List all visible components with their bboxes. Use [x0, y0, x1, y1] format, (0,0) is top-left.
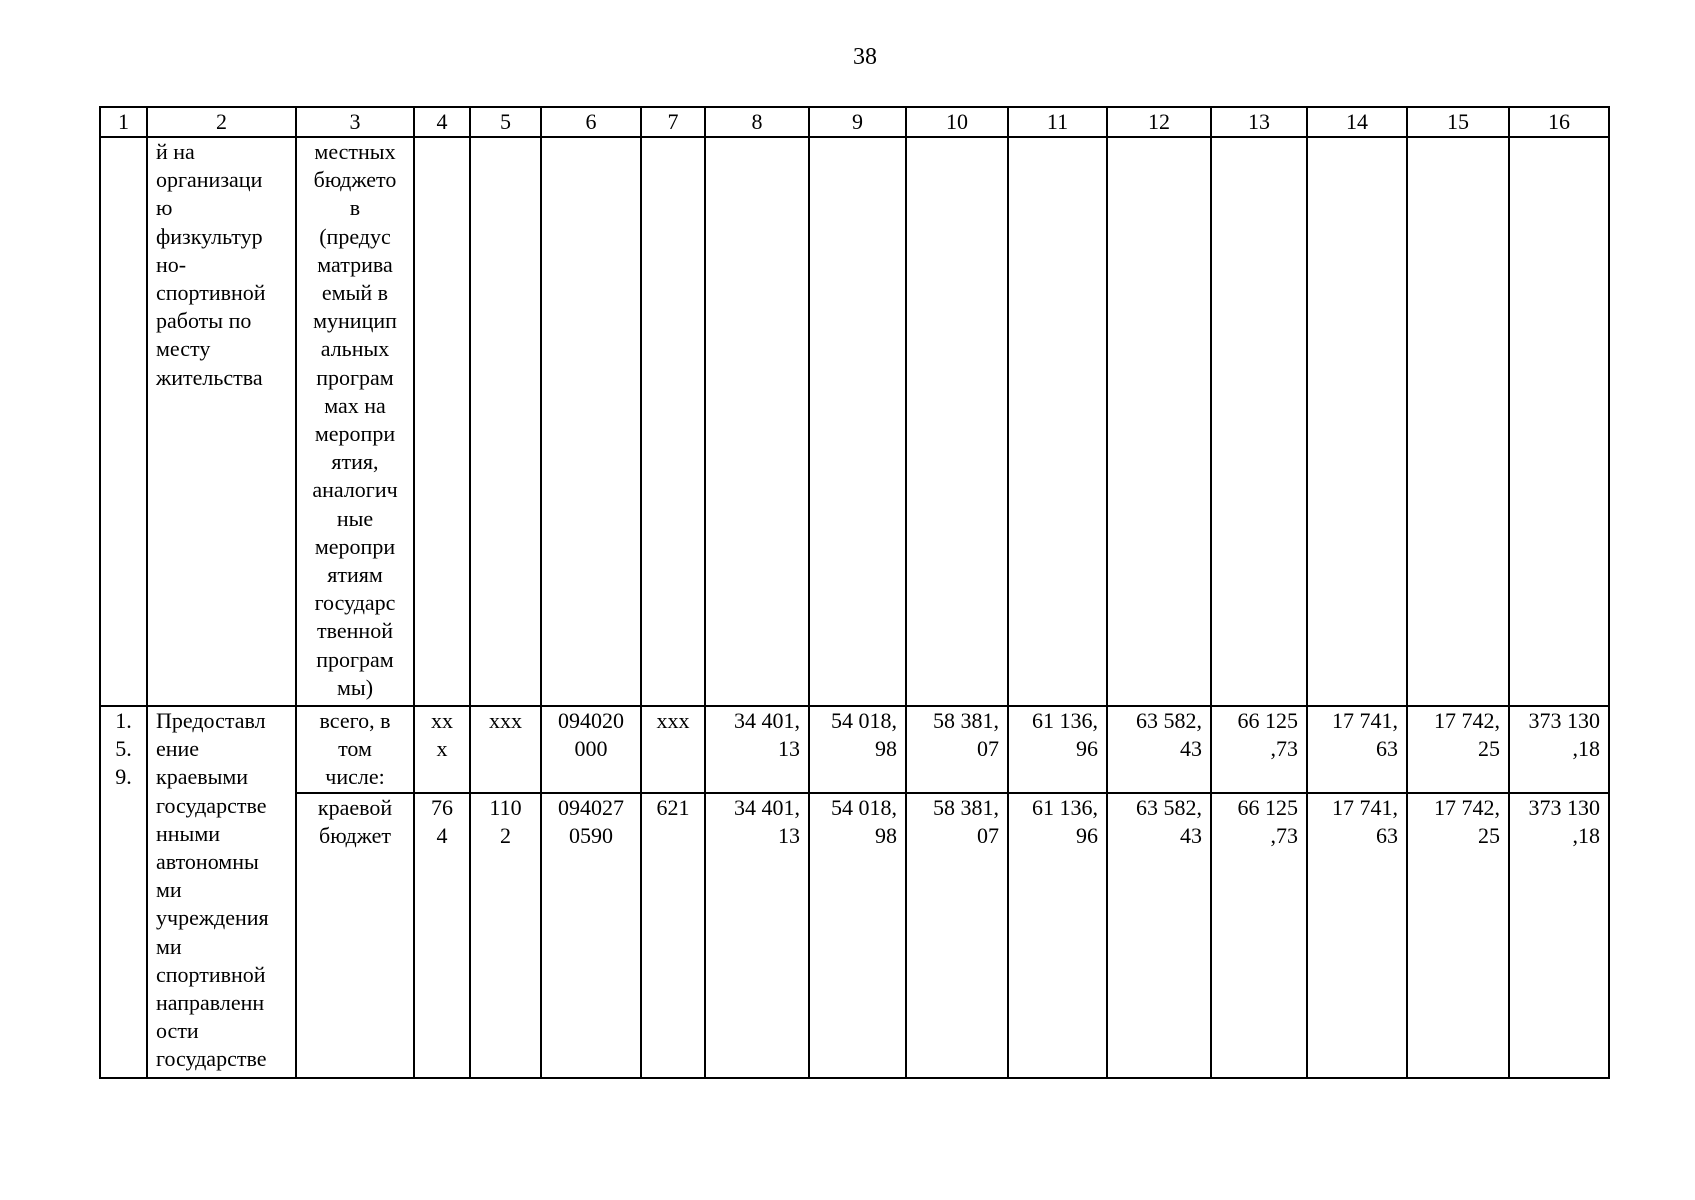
amount-cell: 54 018, 98 [809, 706, 906, 793]
total-amount-cell: 373 130 ,18 [1509, 706, 1609, 793]
grbs-code-cell: хх х [414, 706, 470, 793]
column-number-cell: 14 [1307, 107, 1407, 137]
empty-cell [641, 137, 705, 706]
column-number-cell: 11 [1008, 107, 1107, 137]
total-amount-cell: 373 130 ,18 [1509, 793, 1609, 1078]
section-code-cell: 110 2 [470, 793, 541, 1078]
budget-table [99, 106, 1610, 1079]
column-number-cell: 13 [1211, 107, 1307, 137]
column-number-cell: 9 [809, 107, 906, 137]
amount-cell: 34 401, 13 [705, 793, 809, 1078]
amount-cell: 66 125 ,73 [1211, 793, 1307, 1078]
column-number-cell: 15 [1407, 107, 1509, 137]
amount-cell: 17 742, 25 [1407, 706, 1509, 793]
amount-cell: 63 582, 43 [1107, 793, 1211, 1078]
expense-type-cell: 621 [641, 793, 705, 1078]
amount-cell: 17 742, 25 [1407, 793, 1509, 1078]
column-number-cell: 16 [1509, 107, 1609, 137]
amount-cell: 61 136, 96 [1008, 793, 1107, 1078]
amount-cell: 17 741, 63 [1307, 793, 1407, 1078]
amount-cell: 58 381, 07 [906, 793, 1008, 1078]
empty-cell [414, 137, 470, 706]
measure-name-cell: Предоставл ение краевыми государстве нными автономны ми учреждения ми спортивной направленн ости государстве [147, 706, 296, 1078]
amount-cell: 34 401, 13 [705, 706, 809, 793]
empty-cell [1008, 137, 1107, 706]
empty-cell [809, 137, 906, 706]
column-number-cell: 7 [641, 107, 705, 137]
column-number-cell: 5 [470, 107, 541, 137]
empty-cell [906, 137, 1008, 706]
empty-cell [1509, 137, 1609, 706]
section-code-cell: ххх [470, 706, 541, 793]
column-number-cell: 12 [1107, 107, 1211, 137]
funding-source-cell: краевой бюджет [296, 793, 414, 1078]
column-number-cell: 6 [541, 107, 641, 137]
measure-name-cell: й на организаци ю физкультур но- спортивной работы по месту жительства [147, 137, 296, 706]
amount-cell: 58 381, 07 [906, 706, 1008, 793]
continuation-row [100, 137, 1609, 706]
total-row [100, 706, 1609, 793]
empty-cell [1407, 137, 1509, 706]
empty-cell [1307, 137, 1407, 706]
amount-cell: 63 582, 43 [1107, 706, 1211, 793]
column-number-cell: 1 [100, 107, 147, 137]
target-article-cell: 094020 000 [541, 706, 641, 793]
column-number-row [100, 107, 1609, 137]
funding-source-cell: местных бюджето в (предус матрива емый в муницип альных програм мах на меропри ятия, аналогич ные меропри ятиям государс твенной програм мы) [296, 137, 414, 706]
empty-cell [1107, 137, 1211, 706]
column-number-cell: 8 [705, 107, 809, 137]
empty-cell [1211, 137, 1307, 706]
amount-cell: 66 125 ,73 [1211, 706, 1307, 793]
empty-cell [470, 137, 541, 706]
column-number-cell: 3 [296, 107, 414, 137]
funding-source-cell: всего, в том числе: [296, 706, 414, 793]
item-number-cell [100, 137, 147, 706]
amount-cell: 54 018, 98 [809, 793, 906, 1078]
item-number-cell: 1. 5. 9. [100, 706, 147, 1078]
page-number: 38 [853, 44, 877, 70]
amount-cell: 61 136, 96 [1008, 706, 1107, 793]
column-number-cell: 10 [906, 107, 1008, 137]
target-article-cell: 094027 0590 [541, 793, 641, 1078]
empty-cell [541, 137, 641, 706]
amount-cell: 17 741, 63 [1307, 706, 1407, 793]
regional-budget-row [100, 793, 1609, 1078]
grbs-code-cell: 76 4 [414, 793, 470, 1078]
column-number-cell: 2 [147, 107, 296, 137]
expense-type-cell: ххх [641, 706, 705, 793]
column-number-cell: 4 [414, 107, 470, 137]
empty-cell [705, 137, 809, 706]
